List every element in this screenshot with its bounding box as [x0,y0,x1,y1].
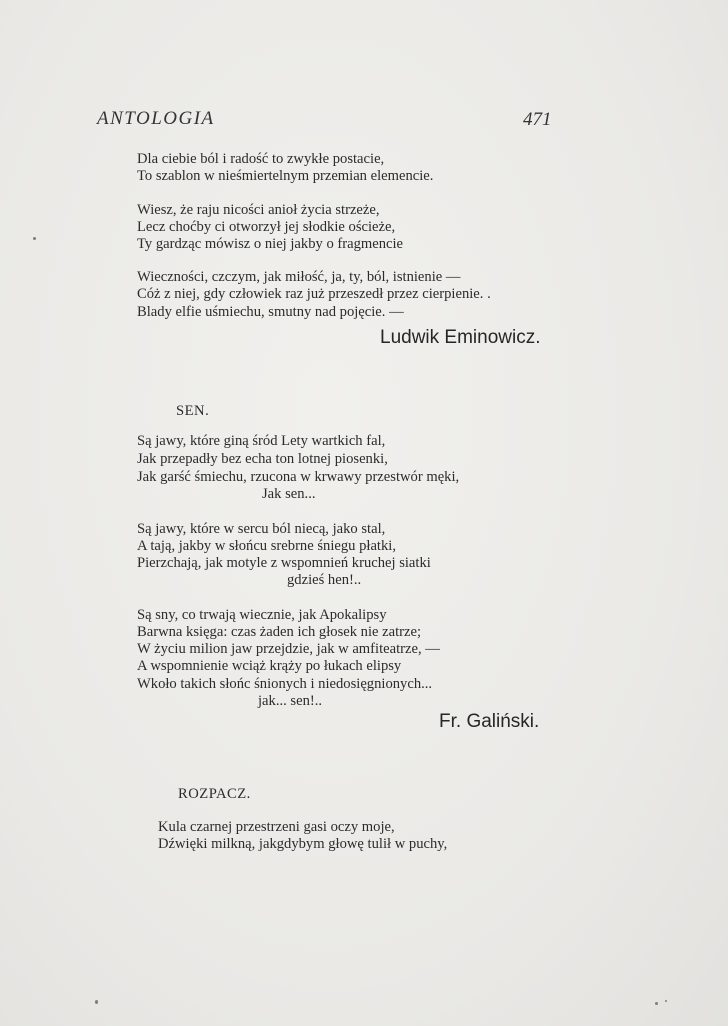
poem-line: A wspomnienie wciąż krąży po łukach elipsy [137,658,402,674]
author-signature: Fr. Galiński. [439,711,540,732]
poem-line: W życiu milion jaw przejdzie, jak w amfiteatrze, — [137,641,440,657]
poem-line: A tają, jakby w słońcu srebrne śniegu płatki, [137,538,396,554]
poem-line: Jak garść śmiechu, rzucona w krwawy przestwór męki, [137,469,460,485]
page-number: 471 [523,109,552,130]
poem-line: Barwna księga: czas żaden ich głosek nie zatrze; [137,624,422,640]
poem-line: Kula czarnej przestrzeni gasi oczy moje, [158,819,395,835]
poem-line: To szablon w nieśmiertelnym przemian elemencie. [137,168,434,184]
poem-line: Wkoło takich słońc śnionych i niedosięgnionych... [137,676,433,692]
author-signature: Ludwik Eminowicz. [380,327,541,348]
poem-line: Są jawy, które w sercu ból niecą, jako stal, [137,521,386,537]
poem-title: SEN. [176,403,210,419]
poem-line: Wiesz, że raju nicości anioł życia strzeże, [137,202,380,218]
paper-speck [33,237,36,240]
poem-title: ROZPACZ. [178,786,251,802]
poem-line: Cóż z niej, gdy człowiek raz już przeszedł przez cierpienie. . [137,286,491,302]
poem-line: Dźwięki milkną, jakgdybym głowę tulił w puchy, [158,836,448,852]
poem-line: Lecz choćby ci otworzył jej słodkie ościeże, [137,219,396,235]
poem-line: gdzieś hen!.. [287,572,362,588]
poem-line: Jak sen... [262,486,316,502]
poem-line: Pierzchają, jak motyle z wspomnień kruchej siatki [137,555,431,571]
poem-line: Są jawy, które giną śród Lety wartkich fal, [137,433,386,449]
paper-speck [95,1000,98,1004]
running-head: ANTOLOGIA [97,108,215,129]
poem-line: Blady elfie uśmiechu, smutny nad pojęcie. — [137,304,404,320]
poem-line: Są sny, co trwają wiecznie, jak Apokalipsy [137,607,387,623]
poem-line: Jak przepadły bez echa ton lotnej piosenki, [137,451,388,467]
poem-line: Dla ciebie ból i radość to zwykłe postacie, [137,151,385,167]
poem-line: jak... sen!.. [258,693,323,709]
poem-line: Ty gardząc mówisz o niej jakby o fragmencie [137,236,404,252]
poem-line: Wieczności, czczym, jak miłość, ja, ty, ból, istnienie — [137,269,461,285]
paper-speck [655,1002,658,1005]
paper-speck [665,1000,667,1002]
